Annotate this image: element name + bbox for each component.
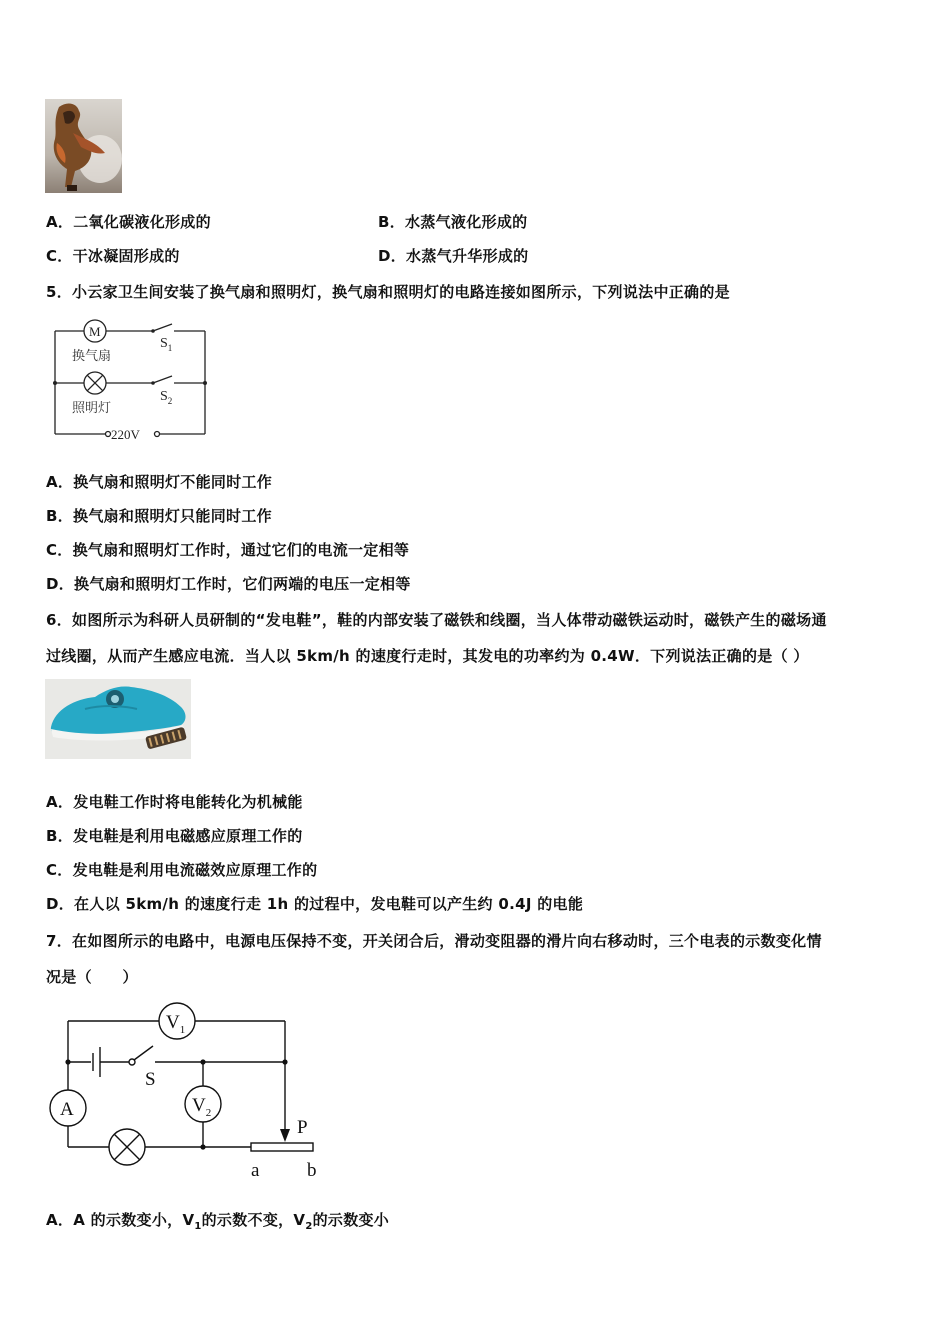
q6-option-c: C．发电鞋是利用电流磁效应原理工作的	[46, 861, 318, 879]
q4-option-a: A．二氧化碳液化形成的	[46, 213, 211, 231]
fan-label: 换气扇	[72, 349, 112, 364]
voltmeter-v1: $V_1$	[166, 1012, 186, 1036]
switch-s2: $S_2$	[160, 389, 173, 406]
q4-option-b: B．水蒸气液化形成的	[378, 213, 528, 231]
voltage-label: 220V	[111, 427, 140, 442]
slider-p: P	[297, 1117, 308, 1138]
q5-option-a: A．换气扇和照明灯不能同时工作	[46, 473, 273, 491]
q4-option-d: D．水蒸气升华形成的	[378, 247, 529, 265]
lamp-label: 照明灯	[72, 401, 112, 416]
ammeter: A	[60, 1099, 74, 1120]
q7-circuit-diagram	[45, 995, 335, 1187]
q6-stem-line1: 6．如图所示为科研人员研制的“发电鞋”，鞋的内部安装了磁铁和线圈，当人体带动磁铁运动时，磁铁产生的磁场通	[46, 611, 827, 629]
stage-smoke-photo	[45, 99, 122, 193]
switch-s1: $S_1$	[160, 336, 173, 353]
q4-option-c: C．干冰凝固形成的	[46, 247, 180, 265]
rheostat-end-b: b	[307, 1160, 317, 1181]
q6-option-a: A．发电鞋工作时将电能转化为机械能	[46, 793, 303, 811]
q5-option-c: C．换气扇和照明灯工作时，通过它们的电流一定相等	[46, 541, 410, 559]
q5-option-b: B．换气扇和照明灯只能同时工作	[46, 507, 272, 525]
rheostat-end-a: a	[251, 1160, 260, 1181]
q5-stem: 5．小云家卫生间安装了换气扇和照明灯，换气扇和照明灯的电路连接如图所示，下列说法中正确的是	[46, 283, 730, 301]
motor-symbol: M	[89, 324, 101, 339]
q5-circuit-diagram	[50, 312, 210, 442]
q7-stem-line1: 7．在如图所示的电路中，电源电压保持不变，开关闭合后，滑动变阻器的滑片向右移动时，三个电表的示数变化情	[46, 932, 822, 950]
q7-stem-line2: 况是（ ）	[46, 968, 138, 986]
q6-option-b: B．发电鞋是利用电磁感应原理工作的	[46, 827, 303, 845]
voltmeter-v2: $V_2$	[192, 1095, 212, 1119]
power-shoe-photo	[45, 679, 191, 759]
q6-option-d: D．在人以 5km/h 的速度行走 1h 的过程中，发电鞋可以产生约 0.4J 的电能	[46, 895, 584, 913]
switch-s: S	[145, 1069, 156, 1090]
q7-option-a: A．A 的示数变小，$V_1$的示数不变，$V_2$的示数变小	[46, 1211, 390, 1232]
q6-stem-line2: 过线圈，从而产生感应电流．当人以 5km/h 的速度行走时，其发电的功率约为 0.4W．下列说法正确的是（ ）	[46, 647, 809, 665]
q5-option-d: D．换气扇和照明灯工作时，它们两端的电压一定相等	[46, 575, 411, 593]
